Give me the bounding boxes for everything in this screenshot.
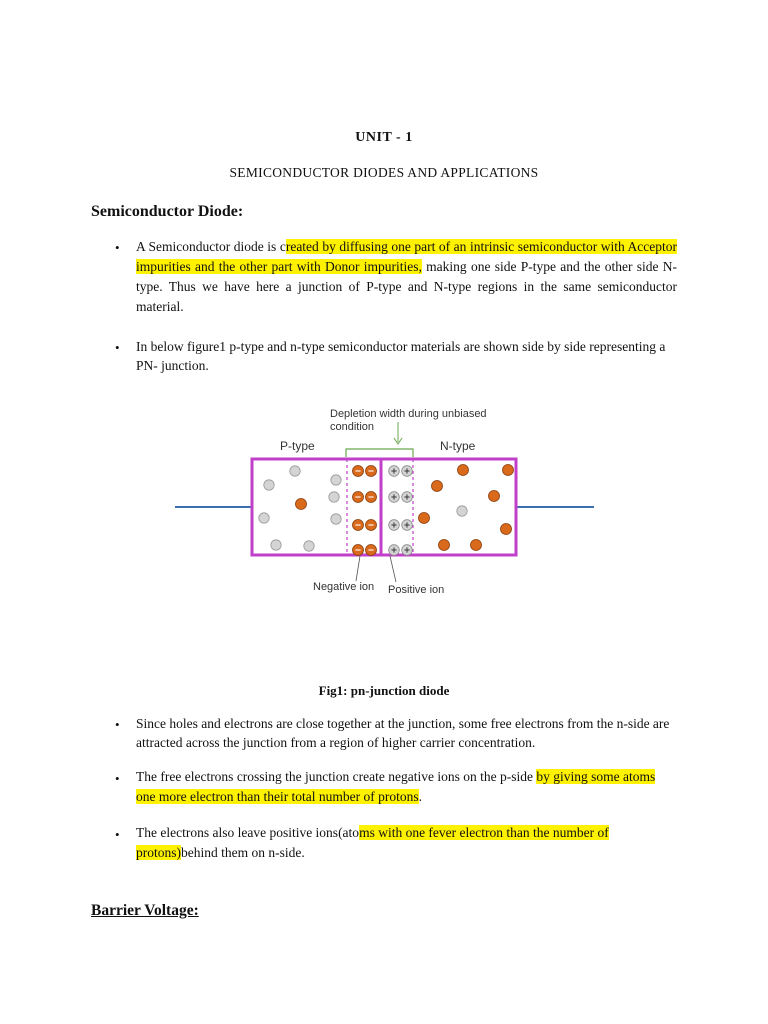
text-run: making one side P-type and the other side N-type. Thus we have here a junction of P-type and N-type regions in the same semiconductor material.: [136, 259, 677, 314]
electron-carrier: [489, 491, 500, 502]
electron-carrier: [501, 524, 512, 535]
hole-carrier: [331, 475, 341, 485]
paragraph-diode-definition: [136, 237, 677, 317]
electron-carrier: [471, 540, 482, 551]
section-heading-semiconductor-diode: Semiconductor Diode:: [91, 203, 244, 220]
positive-ion-pointer: [390, 556, 396, 582]
text-run: The free electrons crossing the junction create negative ions on the p-side: [136, 769, 537, 784]
paragraph-figure-intro: In below figure1 p-type and n-type semiconductor materials are shown side by side representing a PN- junction.: [136, 339, 666, 373]
pn-junction-figure: [170, 398, 610, 608]
hole-carrier: [259, 513, 269, 523]
bullet-marker: •: [115, 240, 120, 255]
positive-ion-label: Positive ion: [388, 584, 445, 596]
bullet-marker: •: [115, 827, 120, 842]
negative-ion-pointer: [356, 556, 360, 581]
text-run: The electrons also leave positive ions(ato: [136, 825, 360, 840]
depletion-label-line1: Depletion width during unbiased: [330, 408, 487, 420]
text-run: .: [418, 789, 423, 804]
paragraph-negative-ions: [136, 767, 677, 807]
n-type-label: N-type: [440, 439, 476, 453]
electron-carrier: [503, 465, 514, 476]
hole-carrier: [290, 466, 300, 476]
highlighted-text: by giving some atoms one more electron than their total number of protons: [136, 769, 656, 804]
figure-caption: Fig1: pn-junction diode: [318, 683, 450, 698]
paragraph-free-electrons: Since holes and electrons are close together at the junction, some free electrons from the n-side are attracted across the junction from a region of higher carrier concentration.: [136, 716, 670, 750]
bullet-marker: •: [115, 717, 120, 732]
highlighted-text: reated by diffusing one part of an intrinsic semiconductor with Acceptor impurities and the other part with Donor impurities,: [136, 239, 677, 274]
hole-carrier: [329, 492, 339, 502]
depletion-bracket: [346, 449, 413, 457]
chapter-title: SEMICONDUCTOR DIODES AND APPLICATIONS: [229, 165, 539, 180]
bullet-marker: •: [115, 340, 120, 355]
hole-carrier: [264, 480, 274, 490]
section-heading-barrier-voltage: Barrier Voltage:: [91, 902, 199, 919]
depletion-label-line2: condition: [330, 421, 375, 433]
hole-carrier: [457, 506, 467, 516]
text-run: A Semiconductor diode is c: [136, 239, 286, 254]
unit-title: UNIT - 1: [355, 130, 413, 145]
electron-carrier: [432, 481, 443, 492]
paragraph-positive-ions: [136, 823, 677, 863]
bullet-marker: •: [115, 771, 120, 786]
hole-carrier: [271, 540, 281, 550]
electron-carrier: [296, 499, 307, 510]
text-run: behind them on n-side.: [181, 845, 305, 860]
electron-carrier: [419, 513, 430, 524]
highlighted-text: ms with one fever electron than the number of protons): [136, 825, 609, 860]
hole-carrier: [331, 514, 341, 524]
electron-carrier: [458, 465, 469, 476]
p-type-label: P-type: [280, 439, 315, 453]
hole-carrier: [304, 541, 314, 551]
negative-ion-label: Negative ion: [313, 581, 375, 593]
electron-carrier: [439, 540, 450, 551]
